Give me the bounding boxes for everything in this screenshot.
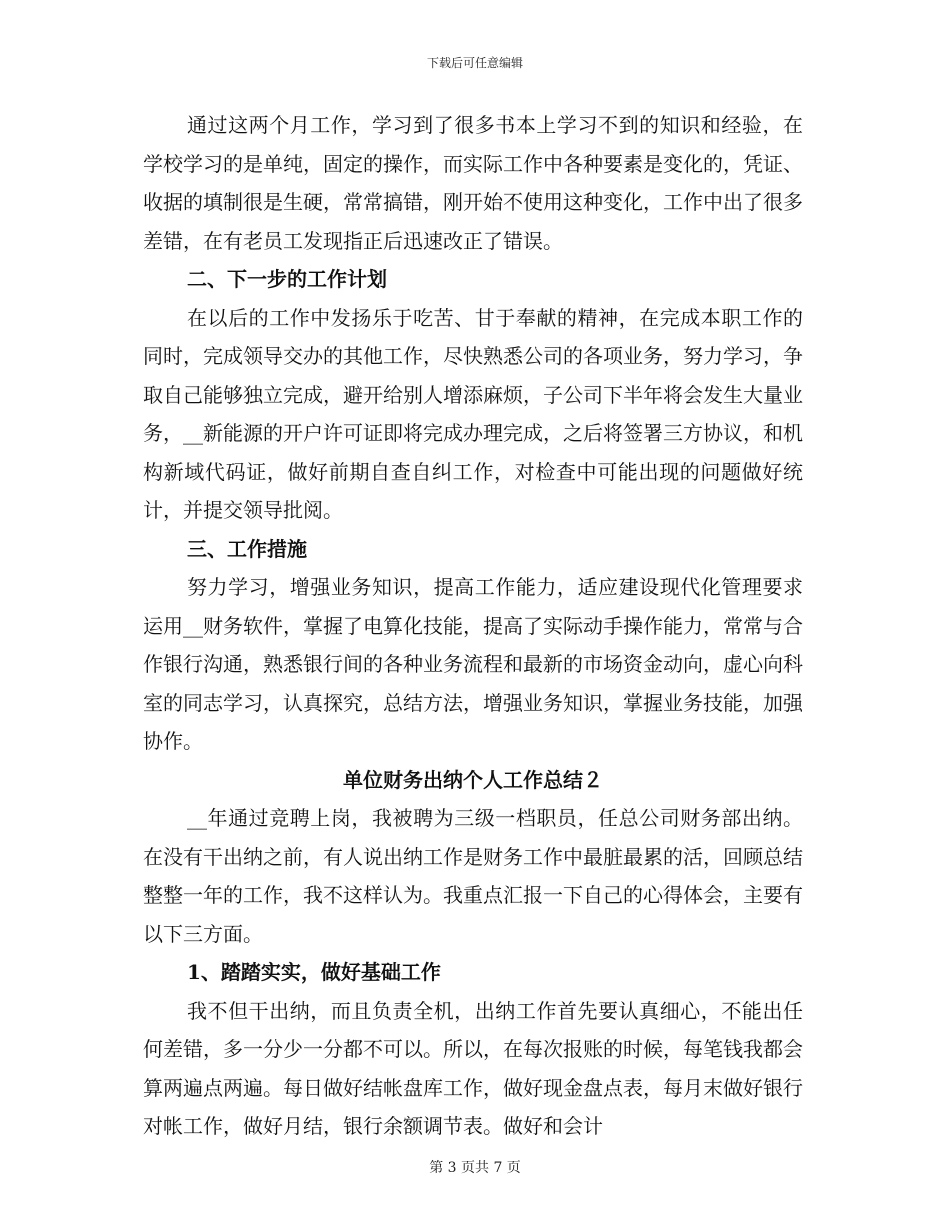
section-title: 单位财务出纳个人工作总结２ [343, 767, 603, 792]
heading-next-plan: 二、下一步的工作计划 [187, 267, 387, 291]
document-body [143, 106, 803, 1146]
heading-measures: 三、工作措施 [187, 536, 307, 561]
paragraph-basic-work: 我不但干出纳，而且负责全机，出纳工作首先要认真细心，不能出任何差错，多一分少一分都不可以。所以，在每次报账的时候，每笔钱我都会算两遍点两遍。每日做好结帐盘库工作，做好现金盘点表，每月末做好银行对帐工作，做好月结，银行余额调节表。做好和会计 [143, 998, 803, 1138]
page-header: 下载后可任意编辑 [426, 56, 523, 70]
heading-basic-work: 1、踏踏实实，做好基础工作 [187, 960, 441, 984]
paragraph-intro: __年通过竞聘上岗，我被聘为三级一档职员，任总公司财务部出纳。在没有干出纳之前，有人说出纳工作是财务工作中最脏最累的活，回顾总结整整一年的工作，我不这样认为。我重点汇报一下自己的心得体会，主要有以下三方面。 [143, 806, 803, 946]
paragraph-plan: 在以后的工作中发扬乐于吃苦、甘于奉献的精神，在完成本职工作的同时，完成领导交办的其他工作，尽快熟悉公司的各项业务，努力学习，争取自己能够独立完成，避开给别人增添麻烦，子公司下半年将会发生大量业务，__新能源的开户许可证即将完成办理完成，之后将签署三方协议，和机构新域代码证，做好前期自查自纠工作，对检查中可能出现的问题做好统计，并提交领导批阅。 [143, 305, 803, 522]
paragraph-measures: 努力学习，增强业务知识，提高工作能力，适应建设现代化管理要求运用__财务软件，掌握了电算化技能，提高了实际动手操作能力，常常与合作银行沟通，熟悉银行间的各种业务流程和最新的市场资金动向，虚心向科室的同志学习，认真探究，总结方法，增强业务知识，掌握业务技能，加强协作。 [143, 575, 803, 753]
paragraph-experience: 通过这两个月工作，学习到了很多书本上学习不到的知识和经验，在学校学习的是单纯，固定的操作，而实际工作中各种要素是变化的，凭证、收据的填制很是生硬，常常搞错，刚开始不使用这种变化，工作中出了很多差错，在有老员工发现指正后迅速改正了错误。 [143, 113, 803, 253]
page-footer: 第 3 页共 7 页 [429, 1160, 521, 1176]
